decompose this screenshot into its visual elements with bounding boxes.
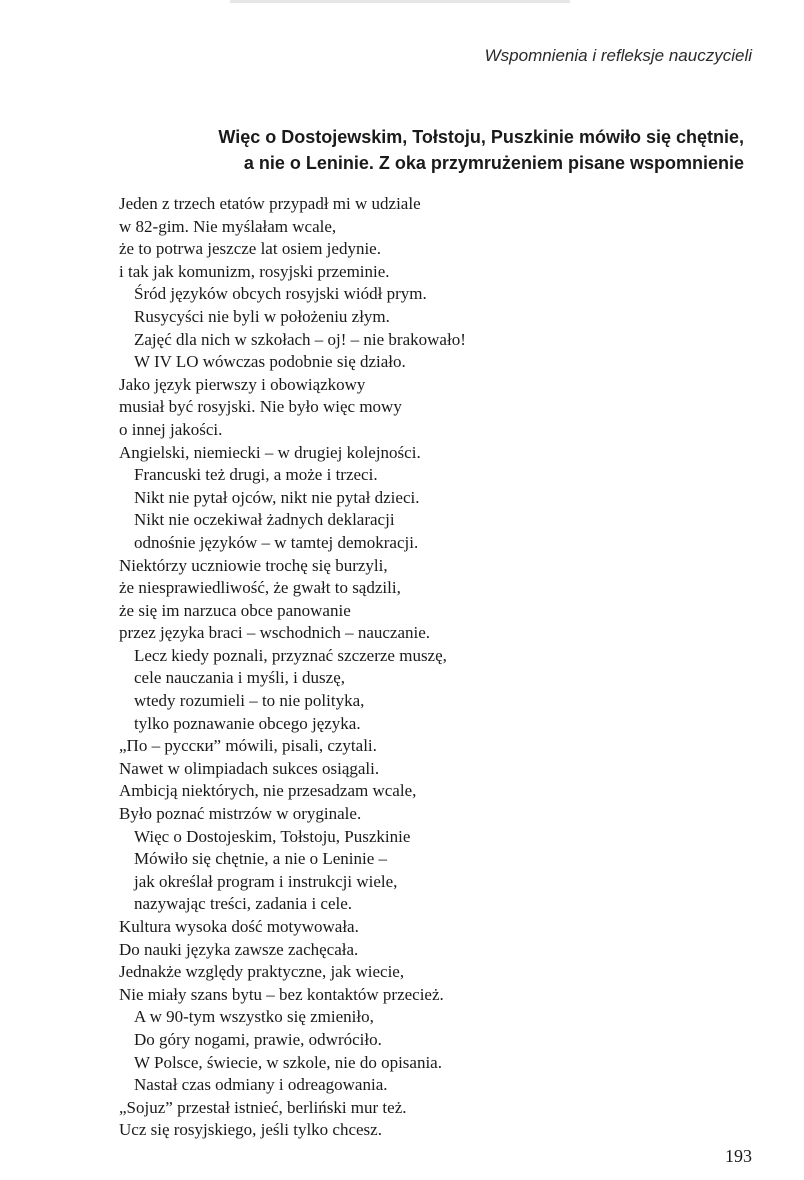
- poem-line: wtedy rozumieli – to nie polityka,: [134, 691, 365, 711]
- poem-line: Nawet w olimpiadach sukces osiągali.: [119, 758, 380, 778]
- poem-line: Więc o Dostojeskim, Tołstoju, Puszkinie: [134, 826, 411, 846]
- poem-line: A w 90-tym wszystko się zmieniło,: [134, 1007, 374, 1027]
- poem-line: Nikt nie oczekiwał żadnych deklaracji: [134, 510, 395, 530]
- article-title-line: Więc o Dostojewskim, Tołstoju, Puszkinie mówiło się chętnie,: [218, 127, 744, 147]
- poem-line: Niektórzy uczniowie trochę się burzyli,: [119, 555, 388, 575]
- poem-line: nazywając treści, zadania i cele.: [134, 894, 353, 914]
- poem-line: W Polsce, świecie, w szkole, nie do opisania.: [134, 1052, 442, 1072]
- poem-line: W IV LO wówczas podobnie się działo.: [134, 352, 406, 372]
- running-header: Wspomnienia i refleksje nauczycieli: [484, 46, 752, 65]
- poem-line: że się im narzuca obce panowanie: [119, 600, 351, 620]
- poem-line: Zajęć dla nich w szkołach – oj! – nie brakowało!: [134, 329, 466, 349]
- poem-line: że niesprawiedliwość, że gwałt to sądzili,: [119, 578, 401, 598]
- poem-line: Jeden z trzech etatów przypadł mi w udziale: [119, 194, 421, 213]
- poem-line: Lecz kiedy poznali, przyznać szczerze muszę,: [134, 645, 447, 665]
- poem-line: tylko poznawanie obcego języka.: [134, 713, 361, 733]
- poem-line: o innej jakości.: [119, 419, 223, 439]
- poem-line: „По – русски” mówili, pisali, czytali.: [119, 736, 377, 756]
- poem-line: Do nauki języka zawsze zachęcała.: [119, 939, 359, 959]
- poem-line: odnośnie języków – w tamtej demokracji.: [134, 532, 419, 552]
- scan-edge-mark: [230, 0, 570, 3]
- poem-line: Nikt nie pytał ojców, nikt nie pytał dzieci.: [134, 487, 420, 507]
- poem-line: Było poznać mistrzów w oryginale.: [119, 804, 362, 824]
- article-title-line: a nie o Leninie. Z oka przymrużeniem pisane wspomnienie: [243, 153, 744, 173]
- poem-line: Nie miały szans bytu – bez kontaktów przecież.: [119, 984, 444, 1004]
- poem-line: Rusycyści nie byli w położeniu złym.: [134, 306, 390, 326]
- poem-line: jak określał program i instrukcji wiele,: [134, 871, 398, 891]
- poem-line: w 82-gim. Nie myślałam wcale,: [119, 216, 337, 236]
- poem-line: Angielski, niemiecki – w drugiej kolejności.: [119, 442, 421, 462]
- poem-line: Jako język pierwszy i obowiązkowy: [119, 374, 366, 394]
- article-title: [0, 124, 744, 176]
- poem-line: musiał być rosyjski. Nie było więc mowy: [119, 397, 402, 417]
- poem-line: Nastał czas odmiany i odreagowania.: [134, 1075, 388, 1095]
- page-number: 193: [725, 1146, 752, 1166]
- poem-line: Jednakże względy praktyczne, jak wiecie,: [119, 962, 405, 982]
- poem-line: „Sojuz” przestał istnieć, berliński mur też.: [119, 1097, 407, 1117]
- poem-line: i tak jak komunizm, rosyjski przeminie.: [119, 261, 390, 281]
- poem-line: Do góry nogami, prawie, odwróciło.: [134, 1029, 382, 1049]
- poem-line: że to potrwa jeszcze lat osiem jedynie.: [119, 239, 381, 259]
- poem-line: Śród języków obcych rosyjski wiódł prym.: [134, 284, 427, 304]
- poem-line: Ucz się rosyjskiego, jeśli tylko chcesz.: [119, 1120, 382, 1140]
- poem-line: Kultura wysoka dość motywowała.: [119, 917, 359, 936]
- poem-line: Ambicją niektórych, nie przesadzam wcale,: [119, 781, 417, 801]
- poem-line: Mówiło się chętnie, a nie o Leninie –: [134, 849, 388, 869]
- poem-line: przez języka braci – wschodnich – nauczanie.: [119, 623, 431, 643]
- poem-line: Francuski też drugi, a może i trzeci.: [134, 465, 378, 485]
- poem-line: cele nauczania i myśli, i duszę,: [134, 668, 345, 688]
- poem-body: [119, 193, 466, 1142]
